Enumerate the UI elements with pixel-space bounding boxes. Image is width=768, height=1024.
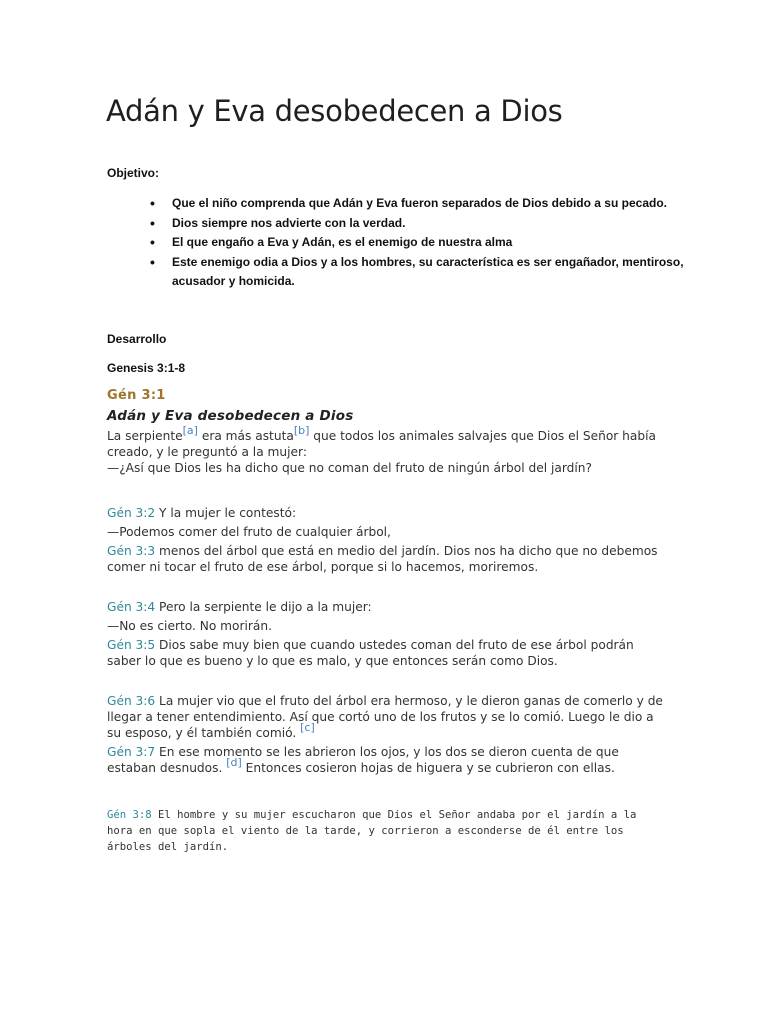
- objetivo-list: [150, 194, 690, 292]
- verse-text: —Podemos comer del fruto de cualquier árbol,: [107, 525, 391, 539]
- verse-ref: Gén 3:3: [107, 544, 156, 558]
- verse-text: En ese momento se les abrieron los ojos, y los dos se dieron cuenta de que estaban desnudos.: [107, 745, 619, 775]
- verse-text: —No es cierto. No morirán.: [107, 619, 272, 633]
- list-item: • El que engaño a Eva y Adán, es el enemigo de nuestra alma: [150, 233, 690, 253]
- verse-block-1: [107, 387, 667, 476]
- list-item: • Este enemigo odia a Dios y a los hombres, su característica es ser engañador, mentiroso, acusador y homicida.: [150, 253, 690, 292]
- list-item: • Que el niño comprenda que Adán y Eva fueron separados de Dios debido a su pecado.: [150, 194, 690, 214]
- page-title: Adán y Eva desobedecen a Dios: [106, 94, 563, 128]
- verse-block-2: [107, 505, 667, 575]
- verse-text: Pero la serpiente le dijo a la mujer:: [155, 600, 372, 614]
- verse-text: Entonces cosieron hojas de higuera y se cubrieron con ellas.: [241, 761, 615, 775]
- verse-text: El hombre y su mujer escucharon que Dios el Señor andaba por el jardín a la hora en que sopla el viento de la tarde, y corrieron a esconderse de él entre los árboles del jardín.: [107, 809, 637, 853]
- verse-ref: Gén 3:5: [107, 638, 156, 652]
- verse-text: La serpiente: [107, 429, 183, 443]
- list-item: • Dios siempre nos advierte con la verdad.: [150, 214, 690, 234]
- verse-ref: Gén 3:4: [107, 600, 156, 614]
- footnote-link-a[interactable]: [a]: [182, 424, 198, 437]
- footnote-link-d[interactable]: [d]: [226, 756, 242, 769]
- verse-block-4: [107, 693, 667, 776]
- verse-ref: Gén 3:6: [107, 694, 156, 708]
- verse-ref: Gén 3:1: [107, 388, 166, 403]
- verse-text: La mujer vio que el fruto del árbol era hermoso, y le dieron ganas de comerlo y de llegar a tener entendimiento. Así que cortó uno de los frutos y se lo comió. Luego le dio a su esposo, y él también comió.: [107, 694, 663, 740]
- verse-text: Y la mujer le contestó:: [155, 506, 297, 520]
- verse-text: menos del árbol que está en medio del jardín. Dios nos ha dicho que no debemos comer ni tocar el fruto de ese árbol, porque si lo hacemos, moriremos.: [107, 544, 658, 574]
- verse-ref: Gén 3:2: [107, 506, 156, 520]
- verse-text: que todos los animales salvajes que Dios el Señor había creado, y le preguntó a la mujer:: [107, 429, 656, 459]
- verse-ref: Gén 3:7: [107, 745, 156, 759]
- verse-ref: Gén 3:8: [107, 809, 152, 821]
- verse-block-3: [107, 599, 667, 669]
- footnote-link-c[interactable]: [c]: [300, 721, 315, 734]
- section-heading: Adán y Eva desobedecen a Dios: [107, 408, 354, 424]
- verse-text: —¿Así que Dios les ha dicho que no coman del fruto de ningún árbol del jardín?: [107, 461, 592, 475]
- desarrollo-label: Desarrollo: [107, 332, 167, 346]
- verse-block-5: [107, 807, 647, 855]
- verse-text: era más astuta: [197, 429, 294, 443]
- verse-text: Dios sabe muy bien que cuando ustedes coman del fruto de ese árbol podrán saber lo que es bueno y lo que es malo, y que entonces serán como Dios.: [107, 638, 634, 668]
- objetivo-label: Objetivo:: [107, 166, 160, 180]
- footnote-link-b[interactable]: [b]: [293, 424, 310, 437]
- passage-reference: Genesis 3:1-8: [107, 361, 186, 375]
